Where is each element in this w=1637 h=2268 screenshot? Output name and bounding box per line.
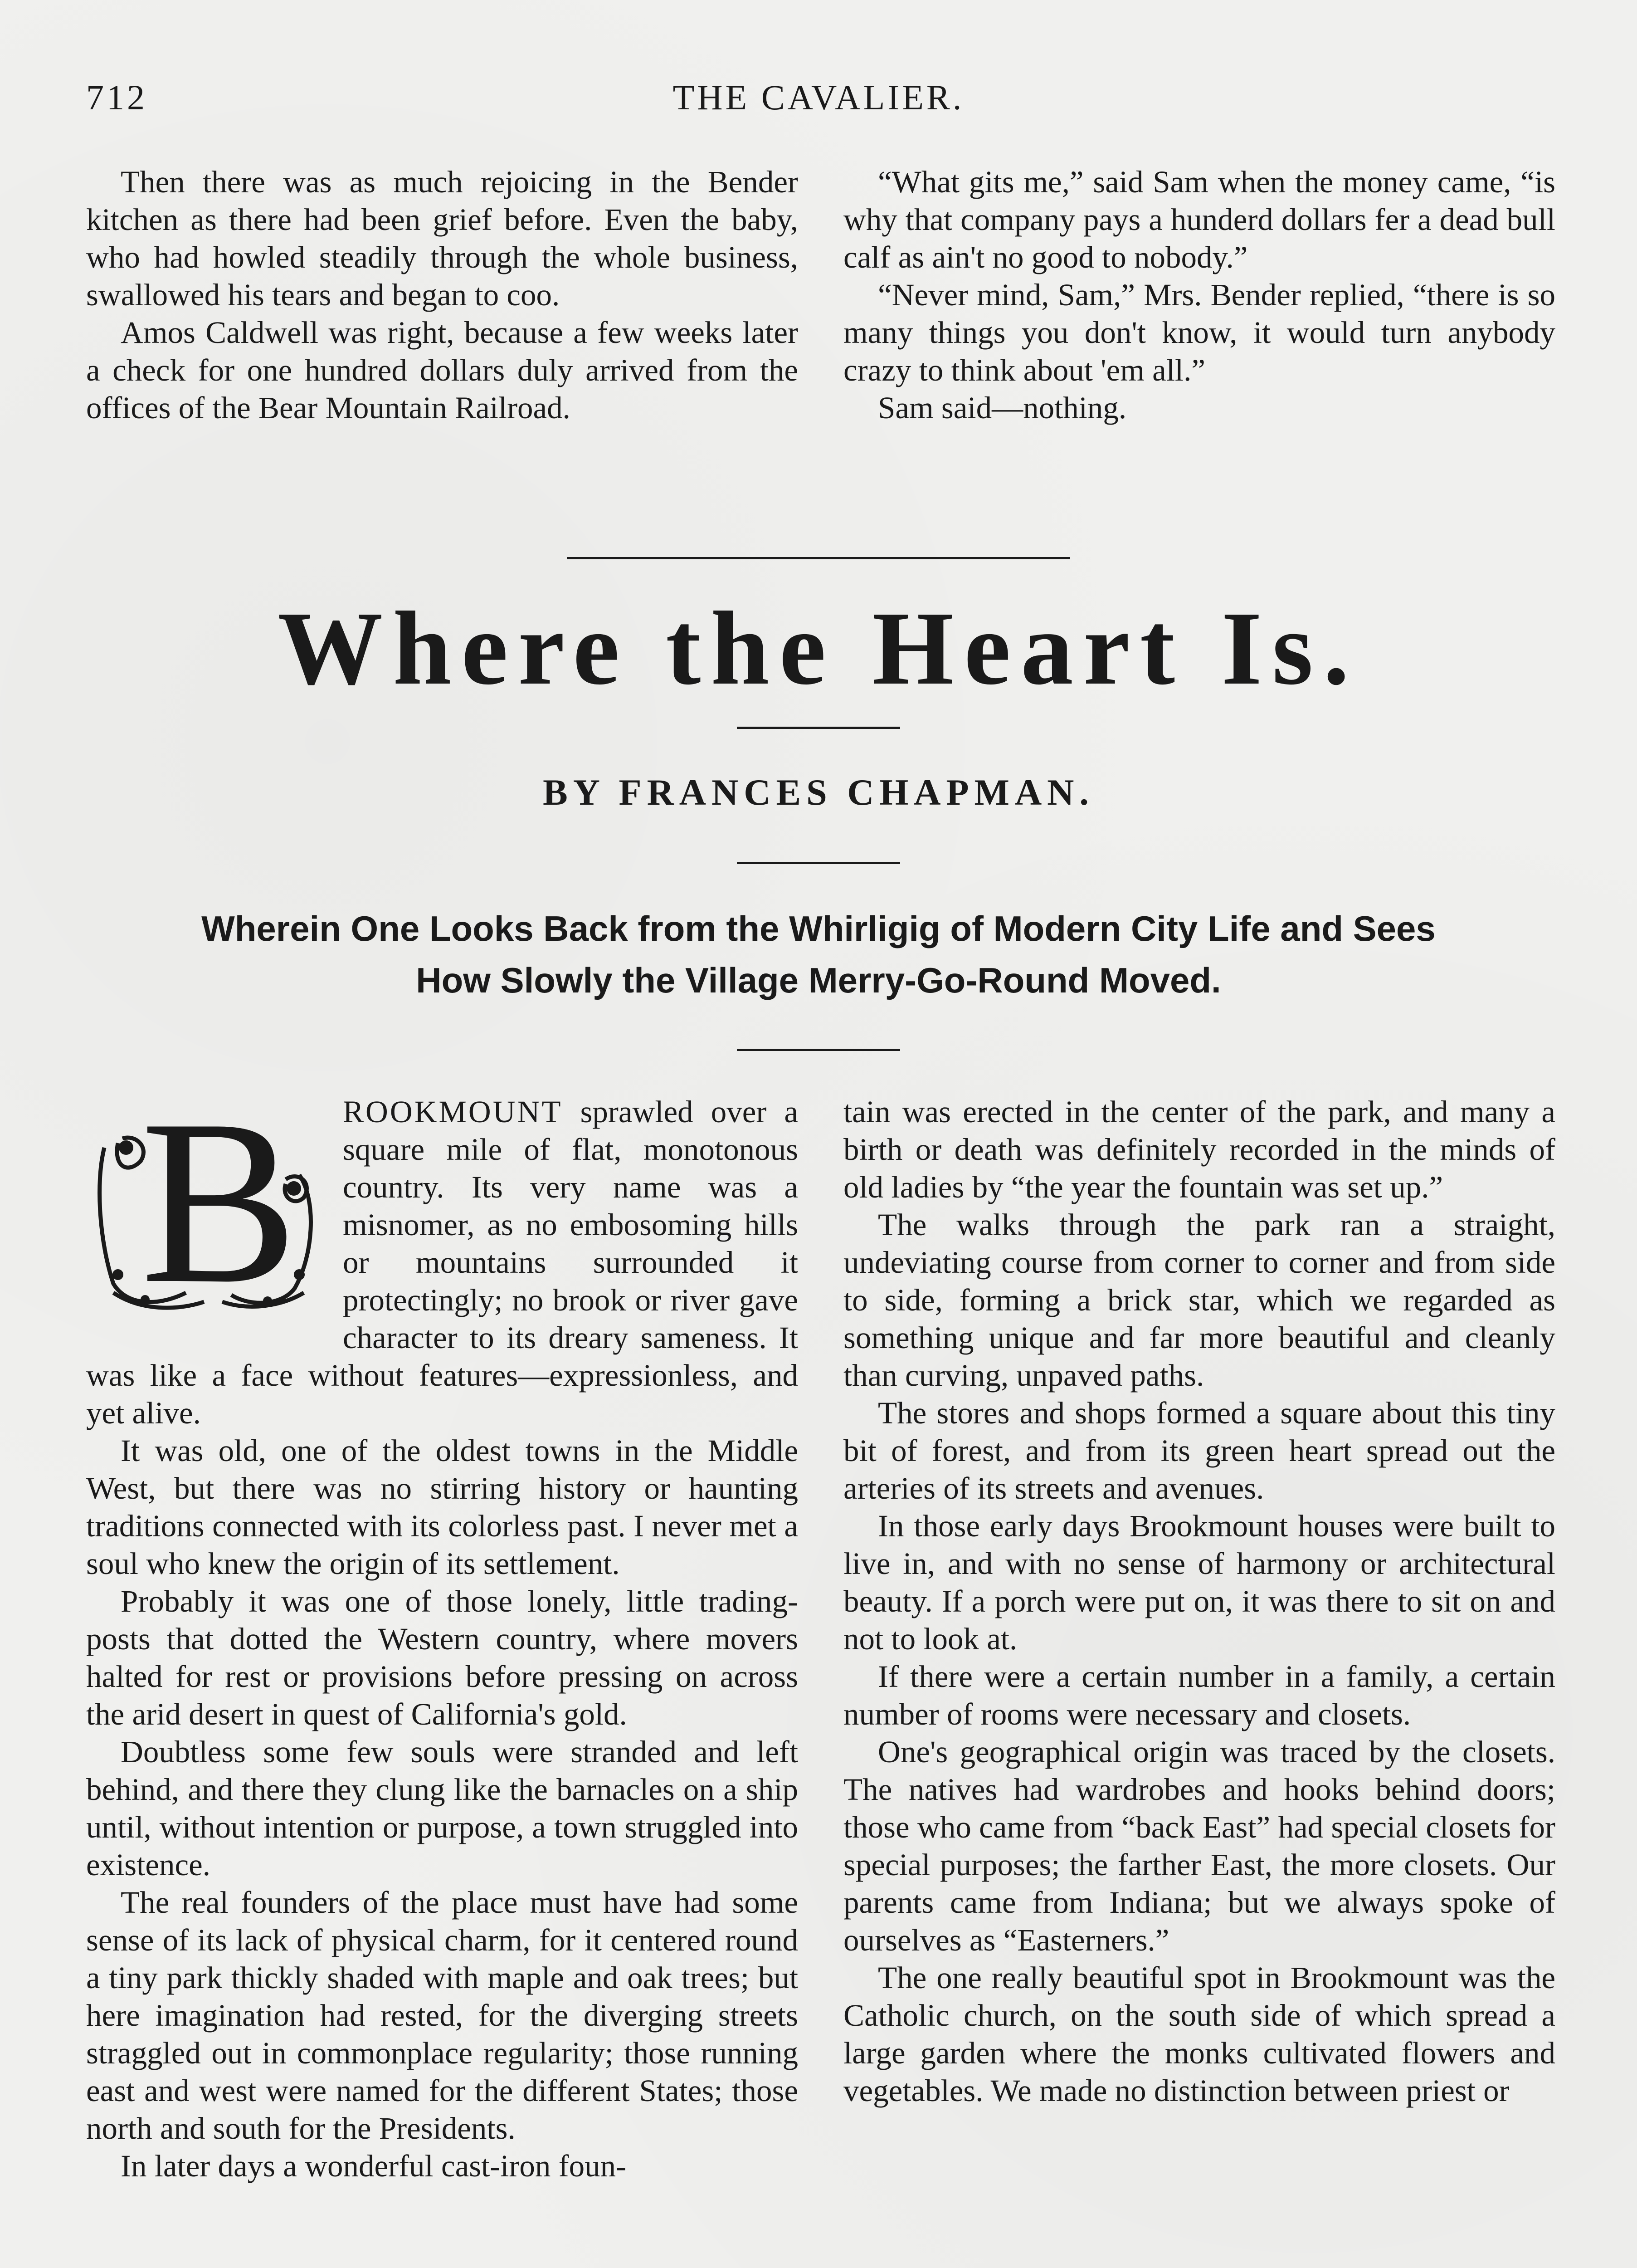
dropcap-letter: B (141, 1071, 298, 1332)
title-rule (737, 727, 900, 729)
paragraph: “What gits me,” said Sam when the money came, “is why that company pays a hunderd dollars fer a dead bull calf as ain't no good to nobody.” (843, 165, 1555, 274)
paragraph: If there were a certain number in a family, a certain number of rooms were necessary and closets. (843, 1659, 1555, 1731)
first-paragraph-text: sprawled over a square mile of flat, monotonous country. Its very name was a misnomer, as no embosoming hills or mountains surrounded it protectingly; no brook or river gave character to its dreary sameness. It was like a face without features—expressionless, and yet alive. (86, 1095, 798, 1430)
paragraph: The walks through the park ran a straight, undeviating course from corner to corner and from side to side, forming a brick star, which we regarded as something unique and far more beautiful and cleanly than curving, unpaved paths. (843, 1207, 1555, 1393)
paragraph: In later days a wonderful cast-iron foun- (121, 2149, 627, 2183)
paragraph: Doubtless some few souls were stranded and left behind, and there they clung like the barnacles on a ship until, without intention or purpose, a town struggled into existence. (86, 1735, 798, 1882)
section-divider (567, 557, 1070, 559)
previous-story-left-column (86, 163, 798, 427)
story-title: Where the Heart Is. (278, 590, 1359, 707)
paragraph: The real founders of the place must have had some sense of its lack of physical charm, for it centered round a tiny park thickly shaded with maple and oak trees; but here imagination had rested, for the diverging streets straggled out in commonplace regularity; those running east and west were named for the different States; those north and south for the Presidents. (86, 1885, 798, 2146)
story-deck: Wherein One Looks Back from the Whirligig of Modern City Life and Sees How Slowly the Village Merry-Go-Round Moved. (201, 909, 1436, 1000)
paragraph: Amos Caldwell was right, because a few weeks later a check for one hundred dollars duly arrived from the offices of the Bear Mountain Railroad. (86, 315, 798, 425)
paragraph: Probably it was one of those lonely, little trading-posts that dotted the Western country, where movers halted for rest or provisions before pressing on across the arid desert in quest of California's gold. (86, 1584, 798, 1731)
paragraph: One's geographical origin was traced by the closets. The natives had wardrobes and hooks behind doors; those who came from “back East” had special closets for special purposes; the farther East, the more closets. Our parents came from Indiana; but we always spoke of ourselves as “Easterners.” (843, 1735, 1555, 1957)
paragraph: The one really beautiful spot in Brookmount was the Catholic church, on the south side of which spread a large garden where the monks cultivated flowers and vegetables. We made no distinction between priest or (843, 1960, 1555, 2108)
first-word: ROOKMOUNT (343, 1095, 563, 1129)
page-number: 712 (86, 78, 147, 117)
paragraph: The stores and shops formed a square about this tiny bit of forest, and from its green heart spread out the arteries of its streets and avenues. (843, 1396, 1555, 1505)
paragraph: “Never mind, Sam,” Mrs. Bender replied, “there is so many things you don't know, it would turn anybody crazy to think about 'em all.” (843, 278, 1555, 387)
page-header (86, 77, 1551, 127)
paragraph: In those early days Brookmount houses were built to live in, and with no sense of harmony or architectural beauty. If a porch were put on, it was there to sit on and not to look at. (843, 1509, 1555, 1656)
byline-rule (737, 862, 900, 864)
deck-rule (737, 1049, 900, 1051)
story-left-column (86, 1071, 798, 2185)
byline: BY FRANCES CHAPMAN. (543, 772, 1094, 813)
paragraph: It was old, one of the oldest towns in the Middle West, but there was no stirring history or haunting traditions connected with its colorless past. I never met a soul who knew the origin of its settlement. (86, 1433, 798, 1581)
previous-story-right-column (843, 163, 1555, 427)
story-right-column (843, 1093, 1555, 2110)
paragraph: Then there was as much rejoicing in the Bender kitchen as there had been grief before. Even the baby, who had howled steadily through the whole business, swallowed his tears and began to coo. (86, 165, 798, 312)
running-title: THE CAVALIER. (672, 78, 965, 117)
ornamental-dropcap (86, 1071, 326, 1332)
paragraph: Sam said—nothing. (878, 391, 1127, 425)
continued-paragraph: tain was erected in the center of the park, and many a birth or death was definitely recorded in the minds of old ladies by “the year the fountain was set up.” (843, 1095, 1555, 1204)
